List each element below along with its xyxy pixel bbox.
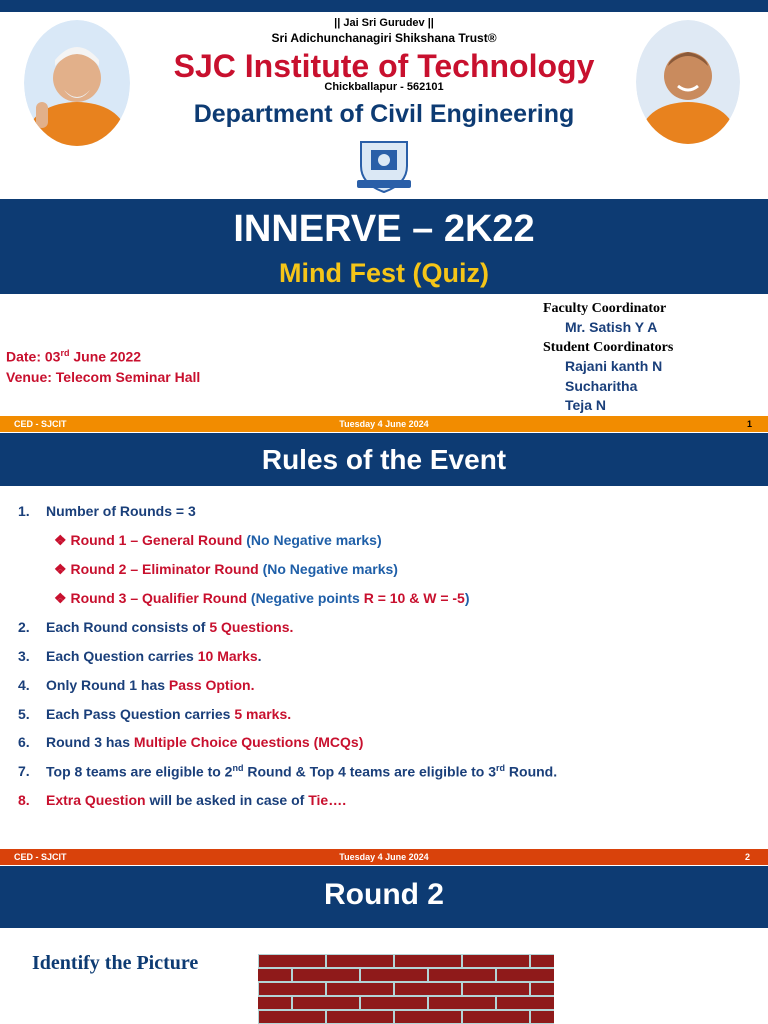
round-note: (No Negative marks) [246, 532, 382, 548]
institute-name: SJC Institute of Technology [173, 48, 595, 84]
rule-text [46, 648, 262, 664]
event-title: INNERVE – 2K22 [233, 208, 535, 250]
rule-text-part: Top 8 teams are eligible to 2 [46, 763, 233, 780]
rule-text-part: Only Round 1 has [46, 677, 169, 693]
top-strip [0, 0, 768, 12]
rule-text-part: Each Round consists of [46, 619, 210, 635]
rule-highlight: Tie…. [308, 792, 347, 808]
round-note: (Negative points [250, 590, 364, 606]
rule-text-part: . [257, 648, 262, 664]
footer-date: Tuesday 4 June 2024 [339, 852, 429, 862]
rule-text [46, 763, 557, 780]
rule-text [46, 792, 346, 808]
event-subtitle: Mind Fest (Quiz) [279, 258, 489, 288]
rules-title: Rules of the Event [261, 444, 507, 475]
rule-sup: rd [496, 763, 506, 773]
event-venue: Venue: Telecom Seminar Hall [6, 369, 201, 385]
round-note-close: ) [464, 590, 470, 606]
footer-page-number: 2 [745, 852, 751, 862]
rule-text-part: Round 3 has [46, 734, 134, 750]
rule-text [46, 677, 254, 693]
footer-date: Tuesday 4 June 2024 [339, 419, 429, 429]
rule-highlight: Pass Option. [168, 677, 255, 693]
slide-footer [0, 416, 768, 432]
round-name: Round 1 – General Round [70, 532, 247, 548]
round-item [54, 561, 398, 578]
rule-text-part: Each Pass Question carries [46, 706, 235, 722]
round-item [54, 532, 382, 549]
diamond-bullet-icon: ❖ [54, 561, 71, 577]
student-name: Sucharitha [565, 378, 638, 394]
rule-number: 6. [18, 734, 30, 750]
rule-text [46, 619, 293, 635]
rule-sup: nd [232, 763, 244, 773]
faculty-heading: Faculty Coordinator [543, 301, 667, 316]
institute-location: Chickballapur - 562101 [324, 81, 444, 93]
event-date [6, 348, 141, 365]
rule-highlight: 5 marks. [234, 706, 292, 722]
college-emblem-icon [353, 136, 415, 194]
rule-number: 7. [18, 763, 30, 779]
rule-number: 5. [18, 706, 30, 722]
rule-text-part: Round. [505, 763, 558, 780]
department-name: Department of Civil Engineering [193, 100, 575, 128]
rule-number: 3. [18, 648, 30, 664]
round-item [54, 590, 470, 607]
student-name: Rajani kanth N [565, 358, 663, 374]
rule-highlight: Extra Question [46, 792, 146, 808]
round-title: Round 2 [324, 878, 444, 911]
rule-number: 8. [18, 792, 30, 808]
rule-highlight: Multiple Choice Questions (MCQs) [133, 734, 364, 750]
brick-wall-picture [258, 954, 554, 1024]
footer-page-number: 1 [747, 419, 753, 429]
diamond-bullet-icon: ❖ [54, 532, 71, 548]
rule-text-part: will be asked in case of [145, 792, 309, 808]
student-heading: Student Coordinators [543, 340, 674, 355]
rule-highlight: 5 Questions. [209, 619, 294, 635]
rule-text-part: Round & Top 4 teams are eligible to 3 [243, 763, 497, 780]
rule-text: Number of Rounds = 3 [46, 503, 196, 519]
slide-footer [0, 849, 768, 865]
faculty-name: Mr. Satish Y A [565, 319, 658, 335]
round-name: Round 2 – Eliminator Round [70, 561, 263, 577]
round-note: (No Negative marks) [262, 561, 398, 577]
rule-number: 1. [18, 503, 30, 519]
round-points: R = 10 & W = -5 [363, 590, 465, 606]
rule-text [46, 734, 363, 750]
rule-highlight: 10 Marks [197, 648, 258, 664]
footer-dept: CED - SJCIT [14, 852, 67, 862]
trust-name: Sri Adichunchanagiri Shikshana Trust® [271, 31, 497, 45]
date-prefix: Date: 03 [6, 348, 61, 365]
date-sup: rd [60, 348, 70, 358]
identify-prompt: Identify the Picture [32, 952, 199, 974]
rule-text-part: Each Question carries [46, 648, 198, 664]
motto-text: || Jai Sri Gurudev || [334, 17, 434, 29]
round-name: Round 3 – Qualifier Round [70, 590, 251, 606]
rule-text [46, 706, 291, 722]
footer-dept: CED - SJCIT [14, 419, 67, 429]
rule-number: 2. [18, 619, 30, 635]
date-suffix: June 2022 [69, 348, 142, 365]
student-name: Teja N [565, 397, 606, 413]
diamond-bullet-icon: ❖ [54, 590, 71, 606]
rule-number: 4. [18, 677, 30, 693]
